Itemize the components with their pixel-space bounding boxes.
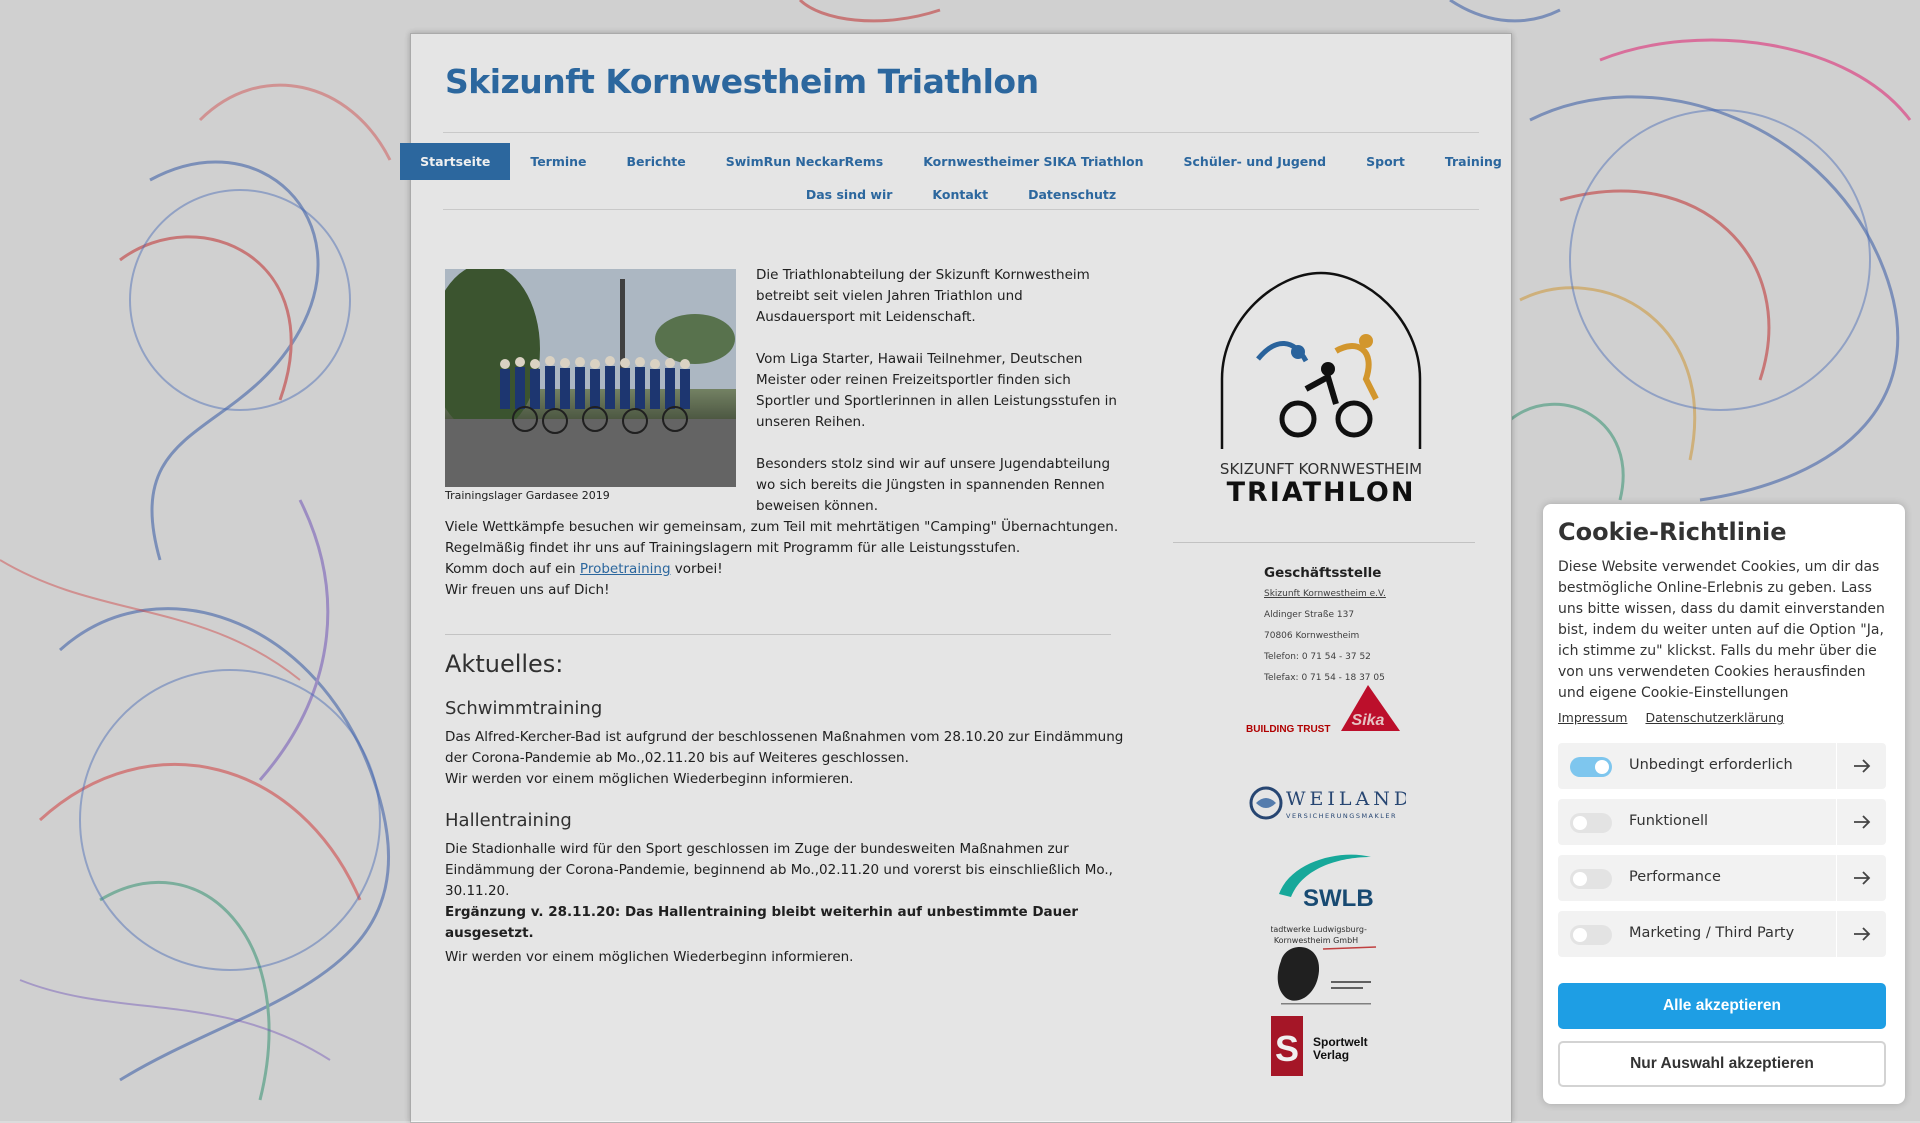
nav-item-termine[interactable]: Termine [530, 154, 587, 169]
sportwelt-line-1: Sportwelt [1313, 1035, 1368, 1049]
news-heading: Aktuelles: [445, 650, 564, 678]
news-item-text: Die Stadionhalle wird für den Sport geschlossen im Zuge der bundesweiten Maßnahmen zur Eindämmung der Corona-Pandemie, beginnend ab Mo.,02.11.20 und vorerst bis einschließlich Mo., 30.11.20. [445, 841, 1113, 899]
nav-item-sika-triathlon[interactable]: Kornwestheimer SIKA Triathlon [923, 154, 1144, 169]
swlb-name: SWLB [1303, 885, 1374, 912]
cookie-banner [1543, 504, 1905, 1104]
nav-item-sport[interactable]: Sport [1366, 154, 1405, 169]
nav-item-schueler-jugend[interactable]: Schüler- und Jugend [1183, 154, 1327, 169]
cookie-description: Diese Website verwendet Cookies, um dir das bestmögliche Online-Erlebnis zu geben. Lass uns bitte wissen, dass du damit einverstanden bist, indem du weiter unten auf die Option "Ja, ich stimme zu" klickst. Falls du mehr über die von uns verwendeten Cookies herausfinden und eigene Cookie-Einstellungen [1558, 559, 1885, 701]
intro-text-span: Komm doch auf ein [445, 561, 580, 577]
weiland-name: WEILAND [1286, 788, 1406, 810]
arrow-right-icon[interactable] [1848, 920, 1876, 948]
intro-paragraph-3: Besonders stolz sind wir auf unsere Jugendabteilung wo sich bereits die Jüngsten in spannenden Rennen beweisen können. [756, 456, 1111, 514]
arrow-right-icon[interactable] [1848, 808, 1876, 836]
sportwelt-line-2: Verlag [1313, 1048, 1350, 1062]
site-title[interactable]: Skizunft Kornwestheim Triathlon [445, 62, 1039, 101]
intro-paragraph-5: Regelmäßig findet ihr uns auf Trainingslagern mit Programm für alle Leistungsstufen. [445, 540, 1021, 556]
nav-item-das-sind-wir[interactable]: Das sind wir [805, 187, 893, 202]
toggle-necessary[interactable] [1570, 757, 1612, 777]
logo-line-1: SKIZUNFT KORNWESTHEIM [1219, 460, 1423, 478]
svg-text:S: S [1274, 1028, 1300, 1069]
news-item-text: Das Alfred-Kercher-Bad ist aufgrund der beschlossenen Maßnahmen vom 28.10.20 zur Eindämmung der Corona-Pandemie ab Mo.,02.11.20 bis auf Weiteres geschlossen. [445, 729, 1124, 766]
probetraining-link[interactable]: Probetraining [579, 561, 671, 577]
nav-item-startseite[interactable]: Startseite [400, 143, 510, 180]
accept-selection-button[interactable]: Nur Auswahl akzeptieren [1558, 1041, 1886, 1087]
news-item-text: Wir werden vor einem möglichen Wiederbeginn informieren. [445, 771, 854, 787]
intro-paragraph-2: Vom Liga Starter, Hawaii Teilnehmer, Deutschen Meister oder reinen Freizeitsportler finden sich Sportler und Sportlerinnen in allen Leistungsstufen in unseren Reihen. [756, 351, 1117, 430]
office-phone: Telefon: 0 71 54 - 37 52 [1264, 652, 1371, 662]
office-fax: Telefax: 0 71 54 - 18 37 05 [1264, 673, 1385, 683]
datenschutz-link[interactable]: Datenschutzerklärung [1645, 710, 1785, 725]
news-item-text: Wir werden vor einem möglichen Wiederbeginn informieren. [445, 949, 854, 965]
sika-name: Sika [1351, 712, 1385, 729]
intro-paragraph-4: Viele Wettkämpfe besuchen wir gemeinsam, zum Teil mit mehrtätigen "Camping" Übernachtungen. [445, 519, 1119, 535]
cookie-category-performance[interactable] [1558, 855, 1886, 901]
cookie-title: Cookie-Richtlinie [1558, 518, 1787, 546]
cookie-category-marketing[interactable] [1558, 911, 1886, 957]
nav-item-training[interactable]: Training [1444, 154, 1502, 169]
nav-item-swimrun[interactable]: SwimRun NeckarRems [725, 154, 884, 169]
nav-item-kontakt[interactable]: Kontakt [932, 187, 989, 202]
cookie-category-functional[interactable] [1558, 799, 1886, 845]
category-label: Performance [1629, 869, 1721, 885]
toggle-marketing[interactable] [1570, 925, 1612, 945]
news-item-title: Hallentraining [445, 810, 572, 831]
swlb-sub-2: Kornwestheim GmbH [1273, 936, 1359, 945]
office-street: Aldinger Straße 137 [1264, 610, 1355, 620]
intro-paragraph-7: Wir freuen uns auf Dich! [445, 582, 610, 598]
logo-line-2: TRIATHLON [1226, 477, 1416, 504]
office-city: 70806 Kornwestheim [1264, 631, 1360, 641]
sika-tagline: BUILDING TRUST [1246, 724, 1331, 735]
news-item-title: Schwimmtraining [445, 698, 603, 719]
impressum-link[interactable]: Impressum [1558, 710, 1628, 725]
nav-item-datenschutz[interactable]: Datenschutz [1028, 187, 1117, 202]
swlb-sub-1: Stadtwerke Ludwigsburg- [1271, 925, 1367, 934]
toggle-functional[interactable] [1570, 813, 1612, 833]
cookie-category-necessary[interactable] [1558, 743, 1886, 789]
toggle-performance[interactable] [1570, 869, 1612, 889]
nav-item-berichte[interactable]: Berichte [626, 154, 686, 169]
category-label: Funktionell [1629, 813, 1709, 829]
news-item-bold-text: Ergänzung v. 28.11.20: Das Hallentraining bleibt weiterhin auf unbestimmte Dauer ausgesetzt. [445, 904, 1079, 941]
office-title: Geschäftsstelle [1264, 565, 1382, 581]
arrow-right-icon[interactable] [1848, 864, 1876, 892]
weiland-sub: VERSICHERUNGSMAKLER [1286, 812, 1398, 820]
arrow-right-icon[interactable] [1848, 752, 1876, 780]
photo-caption: Trainingslager Gardasee 2019 [445, 489, 610, 502]
category-label: Unbedingt erforderlich [1629, 757, 1793, 773]
cookie-links [1558, 710, 1798, 725]
intro-paragraph-1: Die Triathlonabteilung der Skizunft Kornwestheim betreibt seit vielen Jahren Triathlon und Ausdauersport mit Leidenschaft. [756, 267, 1090, 325]
accept-all-button[interactable]: Alle akzeptieren [1558, 983, 1886, 1029]
intro-text-span: vorbei! [670, 561, 723, 577]
office-name-link[interactable]: Skizunft Kornwestheim e.V. [1264, 589, 1386, 599]
category-label: Marketing / Third Party [1629, 925, 1795, 941]
